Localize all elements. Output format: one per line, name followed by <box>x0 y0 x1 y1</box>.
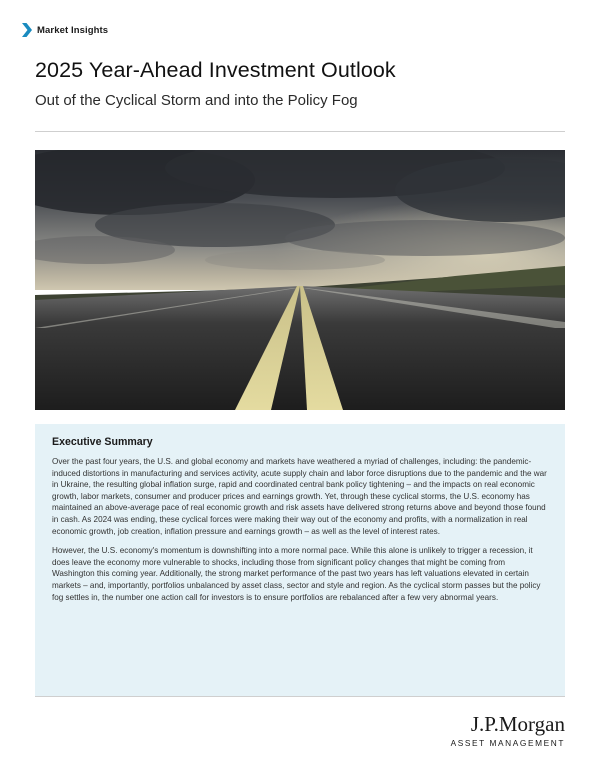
executive-summary-heading: Executive Summary <box>52 436 153 448</box>
footer-divider <box>35 696 565 697</box>
summary-paragraph-1: Over the past four years, the U.S. and global economy and markets have weathered a myriad of challenges, including: the pandemic-induced distortions in manufacturing and services activity, acute supply chain and labor force disruptions due to the pandemic and the war in Ukraine, the resulting global inflation surge, rapid and coordinated central bank policy tightening – and the impacts on real economic growth, labor markets, consumer and producer prices and earnings growth. Yet, through these cyclical storms, the U.S. economy has maintained an above-average pace of real economic growth and risk assets have delivered strong returns above and beyond those found in cash. As 2024 was ending, these cyclical forces were making their way out of the economy and profits, with a normalization in real economic growth, job creation, inflation pressure and earnings growth – as well as the level of interest rates. <box>52 457 547 536</box>
jpmorgan-logo <box>451 713 565 748</box>
summary-paragraph-2: However, the U.S. economy's momentum is downshifting into a more normal pace. While this alone is unlikely to trigger a recession, it does leave the economy more vulnerable to shocks, including those from significant policy changes that might be coming from Washington this coming year. Additionally, the strong market performance of the past two years has left valuations elevated in certain markets – and, importantly, portfolios unbalanced by asset class, sector and style and region. As the cyclical storm passes but the policy fog settles in, the number one action call for investors is to ensure portfolios are rebalanced after a few very abnormal years. <box>52 546 541 602</box>
header-divider <box>35 131 565 132</box>
hero-image <box>35 150 565 410</box>
brand-name: J.P.Morgan <box>470 712 565 736</box>
page-subtitle: Out of the Cyclical Storm and into the Policy Fog <box>35 92 358 109</box>
executive-summary <box>35 424 565 696</box>
chevron-right-icon <box>22 23 32 37</box>
market-insights-tag <box>22 23 108 37</box>
market-insights-label: Market Insights <box>37 24 109 36</box>
brand-subtitle: ASSET MANAGEMENT <box>450 738 565 748</box>
page-title: 2025 Year-Ahead Investment Outlook <box>35 58 396 82</box>
